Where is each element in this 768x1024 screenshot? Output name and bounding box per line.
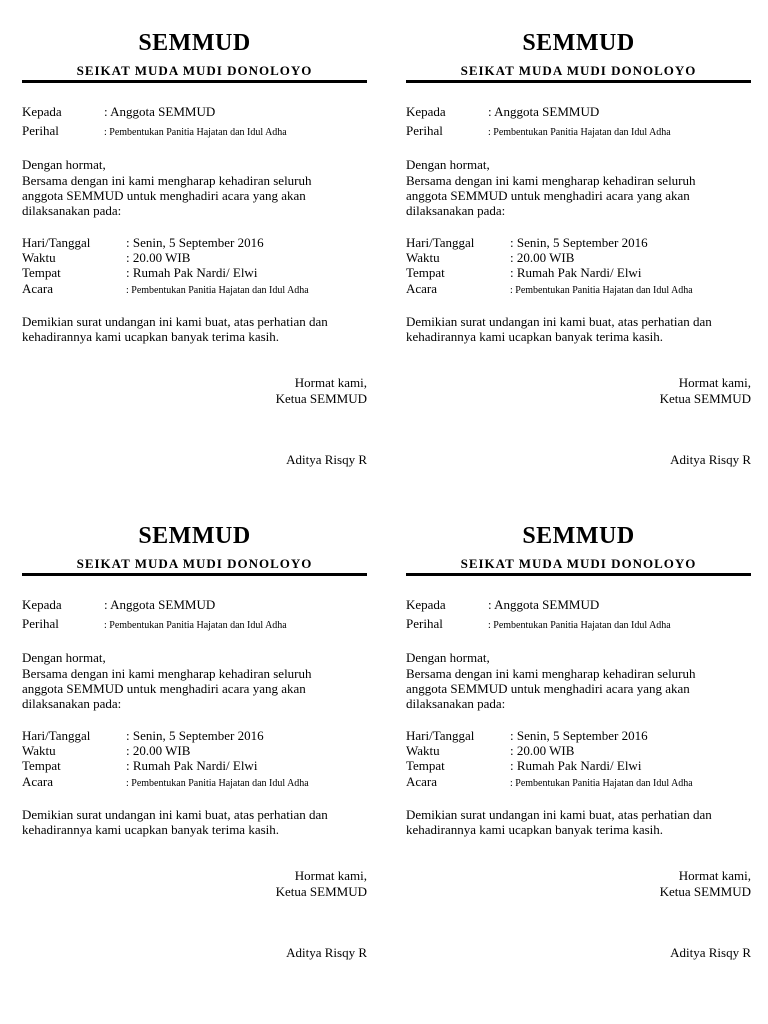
sign-salutation: Hormat kami, [294, 375, 367, 390]
detail-value: : 20.00 WIB [510, 250, 575, 265]
detail-label: Acara [22, 281, 54, 296]
detail-value: : 20.00 WIB [126, 743, 191, 758]
closing-line: kehadirannya kami ucapkan banyak terima kasih. [406, 329, 664, 344]
sign-role: Ketua SEMMUD [275, 884, 367, 899]
perihal-value: : Pembentukan Panitia Hajatan dan Idul Adha [488, 127, 671, 138]
sign-role: Ketua SEMMUD [659, 391, 751, 406]
perihal-label: Perihal [406, 123, 443, 138]
org-full-name: SEIKAT MUDA MUDI DONOLOYO [460, 556, 697, 571]
detail-label: Hari/Tanggal [406, 235, 475, 250]
perihal-value: : Pembentukan Panitia Hajatan dan Idul Adha [104, 127, 287, 138]
greeting: Dengan hormat, [406, 650, 490, 665]
detail-label: Waktu [406, 250, 440, 265]
org-short-name: SEMMUD [138, 30, 251, 56]
kepada-label: Kepada [22, 104, 62, 119]
detail-label: Acara [406, 774, 438, 789]
detail-label: Acara [406, 281, 438, 296]
body-line: anggota SEMMUD untuk menghadiri acara yang akan [406, 681, 690, 696]
kepada-label: Kepada [22, 597, 62, 612]
perihal-label: Perihal [22, 616, 59, 631]
detail-label: Hari/Tanggal [22, 235, 91, 250]
header-divider [22, 80, 367, 83]
sign-name: Aditya Risqy R [286, 452, 367, 467]
closing-line: kehadirannya kami ucapkan banyak terima kasih. [22, 329, 280, 344]
body-line: anggota SEMMUD untuk menghadiri acara yang akan [22, 188, 306, 203]
detail-label: Tempat [406, 758, 445, 773]
header-divider [406, 573, 751, 576]
detail-value: : Rumah Pak Nardi/ Elwi [510, 265, 642, 280]
body-line: dilaksanakan pada: [406, 203, 506, 218]
detail-label: Waktu [22, 250, 56, 265]
greeting: Dengan hormat, [406, 157, 490, 172]
detail-label: Tempat [22, 758, 61, 773]
closing-line: kehadirannya kami ucapkan banyak terima kasih. [406, 822, 664, 837]
detail-label: Tempat [22, 265, 61, 280]
body-line: anggota SEMMUD untuk menghadiri acara yang akan [406, 188, 690, 203]
closing-line: kehadirannya kami ucapkan banyak terima kasih. [22, 822, 280, 837]
org-short-name: SEMMUD [138, 523, 251, 549]
invitation-card [406, 0, 751, 470]
greeting: Dengan hormat, [22, 650, 106, 665]
detail-value: : Pembentukan Panitia Hajatan dan Idul Adha [510, 778, 693, 789]
invitation-card [22, 0, 367, 470]
kepada-label: Kepada [406, 597, 446, 612]
detail-value: : Senin, 5 September 2016 [510, 235, 648, 250]
sign-salutation: Hormat kami, [678, 868, 751, 883]
body-line: Bersama dengan ini kami mengharap kehadiran seluruh [22, 173, 312, 188]
kepada-value: : Anggota SEMMUD [488, 104, 600, 119]
perihal-label: Perihal [406, 616, 443, 631]
closing-line: Demikian surat undangan ini kami buat, atas perhatian dan [22, 314, 328, 329]
detail-value: : Senin, 5 September 2016 [510, 728, 648, 743]
perihal-value: : Pembentukan Panitia Hajatan dan Idul Adha [104, 620, 287, 631]
detail-value: : 20.00 WIB [126, 250, 191, 265]
detail-value: : Rumah Pak Nardi/ Elwi [126, 758, 258, 773]
detail-label: Tempat [406, 265, 445, 280]
invitation-card [406, 493, 751, 963]
body-line: Bersama dengan ini kami mengharap kehadiran seluruh [406, 173, 696, 188]
sign-name: Aditya Risqy R [670, 452, 751, 467]
detail-label: Waktu [22, 743, 56, 758]
detail-value: : Pembentukan Panitia Hajatan dan Idul Adha [510, 285, 693, 296]
body-line: dilaksanakan pada: [22, 203, 122, 218]
sign-name: Aditya Risqy R [670, 945, 751, 960]
body-line: dilaksanakan pada: [406, 696, 506, 711]
detail-value: : Senin, 5 September 2016 [126, 728, 264, 743]
detail-value: : Pembentukan Panitia Hajatan dan Idul Adha [126, 285, 309, 296]
org-full-name: SEIKAT MUDA MUDI DONOLOYO [460, 63, 697, 78]
detail-label: Waktu [406, 743, 440, 758]
invitation-card [22, 493, 367, 963]
sign-salutation: Hormat kami, [678, 375, 751, 390]
closing-line: Demikian surat undangan ini kami buat, atas perhatian dan [22, 807, 328, 822]
body-line: dilaksanakan pada: [22, 696, 122, 711]
greeting: Dengan hormat, [22, 157, 106, 172]
org-short-name: SEMMUD [522, 30, 635, 56]
detail-value: : Senin, 5 September 2016 [126, 235, 264, 250]
detail-label: Hari/Tanggal [406, 728, 475, 743]
sign-salutation: Hormat kami, [294, 868, 367, 883]
detail-value: : Rumah Pak Nardi/ Elwi [510, 758, 642, 773]
kepada-label: Kepada [406, 104, 446, 119]
perihal-label: Perihal [22, 123, 59, 138]
org-full-name: SEIKAT MUDA MUDI DONOLOYO [76, 63, 313, 78]
closing-line: Demikian surat undangan ini kami buat, atas perhatian dan [406, 314, 712, 329]
sign-role: Ketua SEMMUD [659, 884, 751, 899]
header-divider [406, 80, 751, 83]
detail-label: Acara [22, 774, 54, 789]
perihal-value: : Pembentukan Panitia Hajatan dan Idul Adha [488, 620, 671, 631]
detail-value: : Rumah Pak Nardi/ Elwi [126, 265, 258, 280]
kepada-value: : Anggota SEMMUD [104, 104, 216, 119]
detail-value: : 20.00 WIB [510, 743, 575, 758]
sign-name: Aditya Risqy R [286, 945, 367, 960]
sign-role: Ketua SEMMUD [275, 391, 367, 406]
header-divider [22, 573, 367, 576]
kepada-value: : Anggota SEMMUD [104, 597, 216, 612]
detail-value: : Pembentukan Panitia Hajatan dan Idul Adha [126, 778, 309, 789]
org-full-name: SEIKAT MUDA MUDI DONOLOYO [76, 556, 313, 571]
kepada-value: : Anggota SEMMUD [488, 597, 600, 612]
body-line: Bersama dengan ini kami mengharap kehadiran seluruh [406, 666, 696, 681]
detail-label: Hari/Tanggal [22, 728, 91, 743]
body-line: Bersama dengan ini kami mengharap kehadiran seluruh [22, 666, 312, 681]
body-line: anggota SEMMUD untuk menghadiri acara yang akan [22, 681, 306, 696]
org-short-name: SEMMUD [522, 523, 635, 549]
closing-line: Demikian surat undangan ini kami buat, atas perhatian dan [406, 807, 712, 822]
